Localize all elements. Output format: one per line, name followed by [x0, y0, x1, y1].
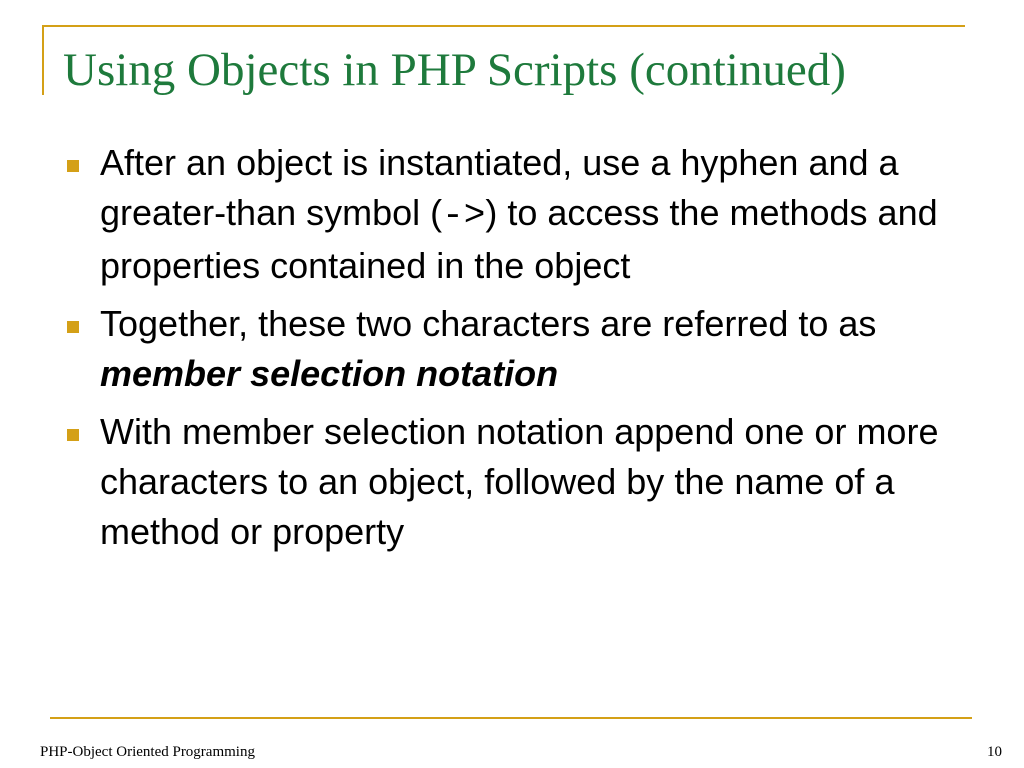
slide-title: Using Objects in PHP Scripts (continued) — [63, 44, 846, 96]
footer-divider — [50, 717, 972, 719]
title-frame-left-line — [42, 25, 44, 95]
bullet-2-emphasis: member selection notation — [100, 353, 559, 394]
bullet-3-text: With member selection notation append one or more characters to an object, followed by the name of a method or property — [100, 411, 939, 552]
bullet-1-text-after: ) to access the methods and properties contained in the object — [100, 192, 938, 286]
square-bullet-icon — [67, 160, 79, 172]
bullet-item-2 — [62, 299, 972, 399]
bullet-1-text-before: After an object is instantiated, use a hyphen and a greater-than symbol ( — [100, 142, 899, 233]
square-bullet-icon — [67, 429, 79, 441]
bullet-item-1 — [62, 138, 972, 291]
footer-course-title: PHP-Object Oriented Programming — [40, 744, 255, 760]
title-frame-top-line — [42, 25, 965, 27]
bullet-item-3 — [62, 407, 972, 557]
bullet-1-code: -> — [442, 195, 486, 236]
square-bullet-icon — [67, 321, 79, 333]
bullet-list — [62, 138, 972, 565]
bullet-2-text: Together, these two characters are referred to as — [100, 303, 877, 344]
page-number: 10 — [987, 744, 1002, 760]
